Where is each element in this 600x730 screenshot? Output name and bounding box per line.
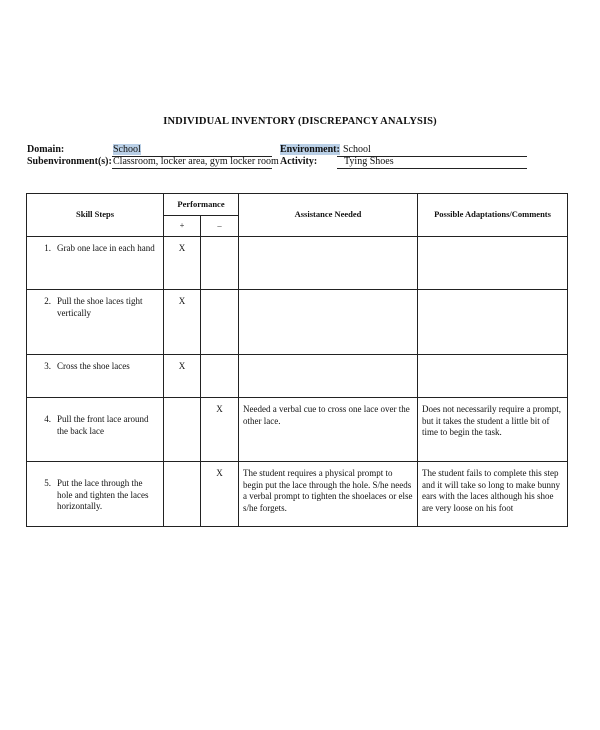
environment-label-text: Environment: <box>280 144 340 155</box>
skill-step-cell <box>27 462 164 527</box>
domain-value <box>113 144 141 156</box>
step-number: 2. <box>44 296 51 306</box>
step-number: 5. <box>44 478 51 488</box>
minus-mark: X <box>216 404 223 414</box>
assistance-text: Needed a verbal cue to cross one lace over the other lace. <box>243 404 410 426</box>
minus-mark <box>201 237 238 243</box>
header-skill-steps: Skill Steps <box>27 194 164 237</box>
performance-plus-cell <box>164 398 201 462</box>
performance-plus-cell <box>164 237 201 290</box>
header-possible-adaptations: Possible Adaptations/Comments <box>418 194 568 237</box>
table-row <box>27 462 568 527</box>
plus-mark <box>164 398 200 404</box>
adaptation-cell <box>418 462 568 527</box>
table-row <box>27 237 568 290</box>
header-minus: – <box>201 216 239 237</box>
table-header-row <box>27 194 568 216</box>
assistance-cell <box>239 290 418 355</box>
performance-plus-cell <box>164 290 201 355</box>
step-text: Put the lace through the hole and tighten the laces horizontally. <box>57 478 149 511</box>
adaptation-cell <box>418 290 568 355</box>
performance-minus-cell <box>201 355 239 398</box>
assistance-cell <box>239 462 418 527</box>
step-number: 4. <box>44 414 51 424</box>
performance-minus-cell <box>201 237 239 290</box>
document-title: INDIVIDUAL INVENTORY (DISCREPANCY ANALYSIS) <box>163 116 437 127</box>
environment-value: School <box>343 144 371 155</box>
skill-step-cell <box>27 290 164 355</box>
adaptation-text <box>418 290 567 296</box>
environment-label <box>280 144 340 156</box>
skill-step-cell <box>27 355 164 398</box>
plus-mark: X <box>178 361 186 371</box>
plus-mark: X <box>178 296 186 306</box>
inventory-table <box>26 193 568 527</box>
assistance-cell <box>239 237 418 290</box>
adaptation-cell <box>418 398 568 462</box>
skill-step-cell <box>27 237 164 290</box>
adaptation-text <box>418 237 567 243</box>
header-performance: Performance <box>164 194 239 216</box>
activity-value: Tying Shoes <box>344 156 394 167</box>
minus-mark <box>201 290 238 296</box>
table-row <box>27 398 568 462</box>
step-number: 1. <box>44 243 51 253</box>
assistance-text <box>239 355 417 361</box>
table-row <box>27 290 568 355</box>
minus-mark: X <box>216 468 223 478</box>
step-text: Grab one lace in each hand <box>57 243 155 253</box>
adaptation-text <box>418 355 567 361</box>
performance-minus-cell <box>201 398 239 462</box>
header-plus: + <box>164 216 201 237</box>
subenvironment-underline <box>112 168 272 169</box>
step-number: 3. <box>44 361 51 371</box>
assistance-cell <box>239 398 418 462</box>
performance-minus-cell <box>201 290 239 355</box>
subenvironment-value: Classroom, locker area, gym locker room <box>113 156 279 167</box>
plus-mark: X <box>178 243 186 253</box>
domain-label: Domain: <box>27 144 65 155</box>
performance-plus-cell <box>164 355 201 398</box>
step-text: Cross the shoe laces <box>57 361 130 371</box>
subenvironment-label: Subenvironment(s): <box>27 156 112 167</box>
skill-step-cell <box>27 398 164 462</box>
minus-mark <box>201 355 238 361</box>
assistance-cell <box>239 355 418 398</box>
domain-value-text: School <box>113 144 141 155</box>
step-text: Pull the front lace around the back lace <box>57 414 149 436</box>
step-text: Pull the shoe laces tight vertically <box>57 296 143 318</box>
table-row <box>27 355 568 398</box>
header-assistance-needed: Assistance Needed <box>239 194 418 237</box>
plus-mark <box>164 462 200 468</box>
adaptation-cell <box>418 355 568 398</box>
performance-minus-cell <box>201 462 239 527</box>
assistance-text: The student requires a physical prompt to begin put the lace through the hole. S/he needs a verbal prompt to tighten the shoelaces or else s/he forgets. <box>243 468 413 513</box>
performance-plus-cell <box>164 462 201 527</box>
adaptation-text: The student fails to complete this step and it will take so long to make bunny ears with the laces although his shoe are very loose on his foot <box>422 468 560 513</box>
adaptation-text: Does not necessarily require a prompt, but it takes the student a little bit of time to begin the task. <box>422 404 561 437</box>
adaptation-cell <box>418 237 568 290</box>
activity-label: Activity: <box>280 156 318 167</box>
assistance-text <box>239 237 417 243</box>
activity-underline <box>337 168 527 169</box>
assistance-text <box>239 290 417 296</box>
